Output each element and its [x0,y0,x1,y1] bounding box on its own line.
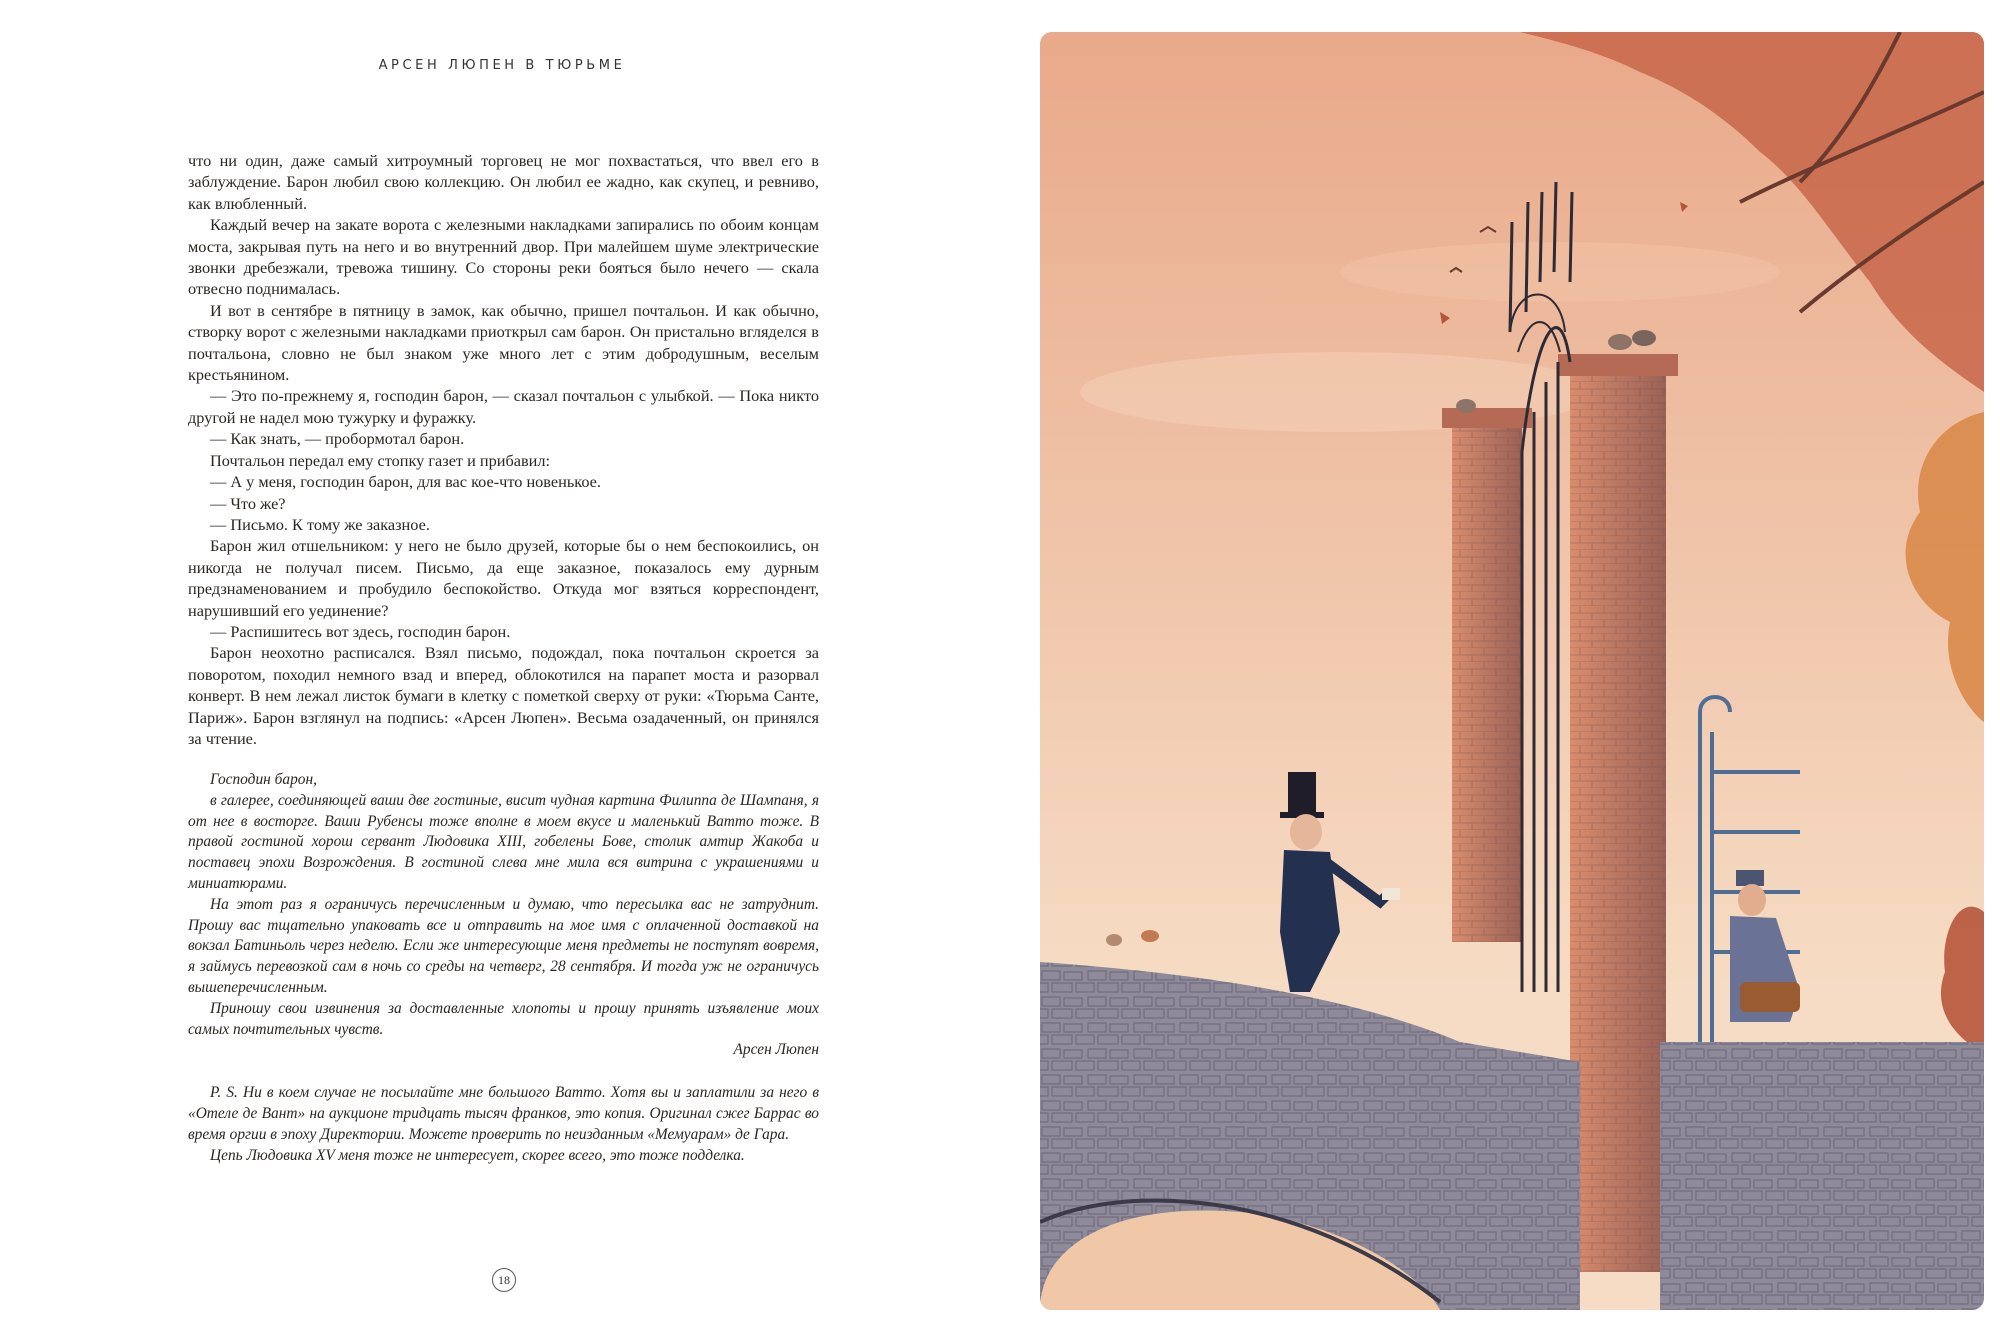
paragraph: Барон жил отшельником: у него не было друзей, которые бы о нем беспокоились, он никогда не получал писем. Письмо, да еще заказное, показалось ему дурным предзнаменованием и пробудило беспокойство. Откуда мог взяться корреспондент, нарушивший его уединение? [188,536,819,620]
letter-salutation: Господин барон, [210,771,317,788]
letter-paragraph: в галерее, соединяющей ваши две гостиные, висит чудная картина Филиппа де Шампаня, я от нее в восторге. Ваши Рубенсы тоже вполне в моем вкусе и маленький Ватто тоже. В правой гостиной хорош сервант Людовика XIII, гобелены Бове, столик амтир Жакоба и поставец эпохи Возрождения. В гостиной слева мне мила вся витрина с украшениями и миниатюрами. [188,791,819,892]
cloud [1340,242,1780,302]
left-pillar-bricks [1452,422,1522,942]
postman-cap [1736,870,1764,886]
left-pillar-cap [1442,408,1532,428]
page-number: 18 [492,1268,516,1292]
right-pillar-bricks [1570,372,1666,1272]
running-head: АРСЕН ЛЮПЕН В ТЮРЬМЕ [378,58,626,73]
right-pillar-cap [1558,354,1678,376]
paragraph: — Это по-прежнему я, господин барон, — сказал почтальон с улыбкой. — Пока никто другой не надел мою тужурку и фуражку. [188,386,819,427]
pigeon [1456,399,1476,413]
paragraph: — Что же? [210,493,286,513]
paragraph: И вот в сентябре в пятницу в замок, как обычно, пришел почтальон. И как обычно, створку ворот с железными накладками приоткрыл сам барон. Он пристально вгляделся в почтальона, словно не был знаком уже много лет с этим добродушным, веселым крестьянином. [188,300,819,385]
postscript-paragraph: P. S. Ни в коем случае не посылайте мне большого Ватто. Хотя вы и заплатили за него в «Отеле де Вант» на аукционе тридцать тысяч франков, это копия. Оригинал сжег Баррас во время оргии в эпоху Директории. Можете проверить по неизданным «Мемуарам» де Гара. [188,1084,819,1143]
paragraph: — Распишитесь вот здесь, господин барон. [210,621,511,641]
paragraph: — А у меня, господин барон, для вас кое-что новенькое. [210,472,601,492]
paragraph: — Как знать, — пробормотал барон. [210,429,465,449]
postscript-paragraph: Цепь Людовика XV меня тоже не интересует, скорее всего, это тоже подделка. [210,1146,745,1164]
paragraph: Почтальон передал ему стопку газет и прибавил: [210,450,551,470]
illustration-plate [1040,32,1984,1310]
paragraph: что ни один, даже самый хитроумный торговец не мог похвастаться, что ввел его в заблуждение. Барон любил свою коллекцию. Он любил ее жадно, как скупец, и ревниво, как влюбленный. [188,151,819,213]
postman-head [1738,884,1766,916]
paragraph: Барон неохотно расписался. Взял письмо, подождал, пока почтальон скроется за поворотом, походил немного взад и вперед, облокотился на парапет моста и разорвал конверт. В нем лежал листок бумаги в клетку с пометкой сверху от руки: «Тюрьма Санте, Париж». Барон взглянул на подпись: «Арсен Люпен». Весьма озадаченный, он принялся за чтение. [188,643,819,748]
right-wall-stones [1660,1042,1984,1310]
mail-bag [1740,982,1800,1012]
pigeon [1608,334,1632,350]
letter-icon [1382,888,1400,900]
pigeon [1632,330,1656,346]
letter-paragraph: Приношу свои извинения за доставленные хлопоты и прошу принять изъявление моих самых почтительных чувств. [188,999,819,1038]
top-hat [1288,772,1316,814]
sparrow [1106,934,1122,946]
letter-paragraph: На этот раз я ограничусь перечисленным и думаю, что пересылка вас не затруднит. Прошу вас тщательно упаковать все и отправить на мое имя с оплаченной доставкой на вокзал Батиньоль через неделю. Если же интересующие меня предметы не поступят вовремя, я займусь перевозкой сам в ночь со среды на четверг, 28 сентября. И тогда уж не ограничусь вышеперечисленным. [188,895,819,996]
letter-text [188,770,819,1166]
bridge-gate-illustration [1040,32,1984,1310]
paragraph: Каждый вечер на закате ворота с железными накладками запирались по обоим концам моста, закрывая путь на него и во внутренний двор. При малейшем шуме электрические звонки дребезжали, тревожа тишину. Со стороны реки бояться было нечего — скала отвесно поднималась. [188,215,819,299]
body-text [188,150,819,749]
sparrow [1141,930,1159,942]
spacer [188,1061,819,1083]
paragraph: — Письмо. К тому же заказное. [210,514,430,534]
letter-signature: Арсен Люпен [733,1041,819,1059]
baron-head [1290,814,1322,850]
